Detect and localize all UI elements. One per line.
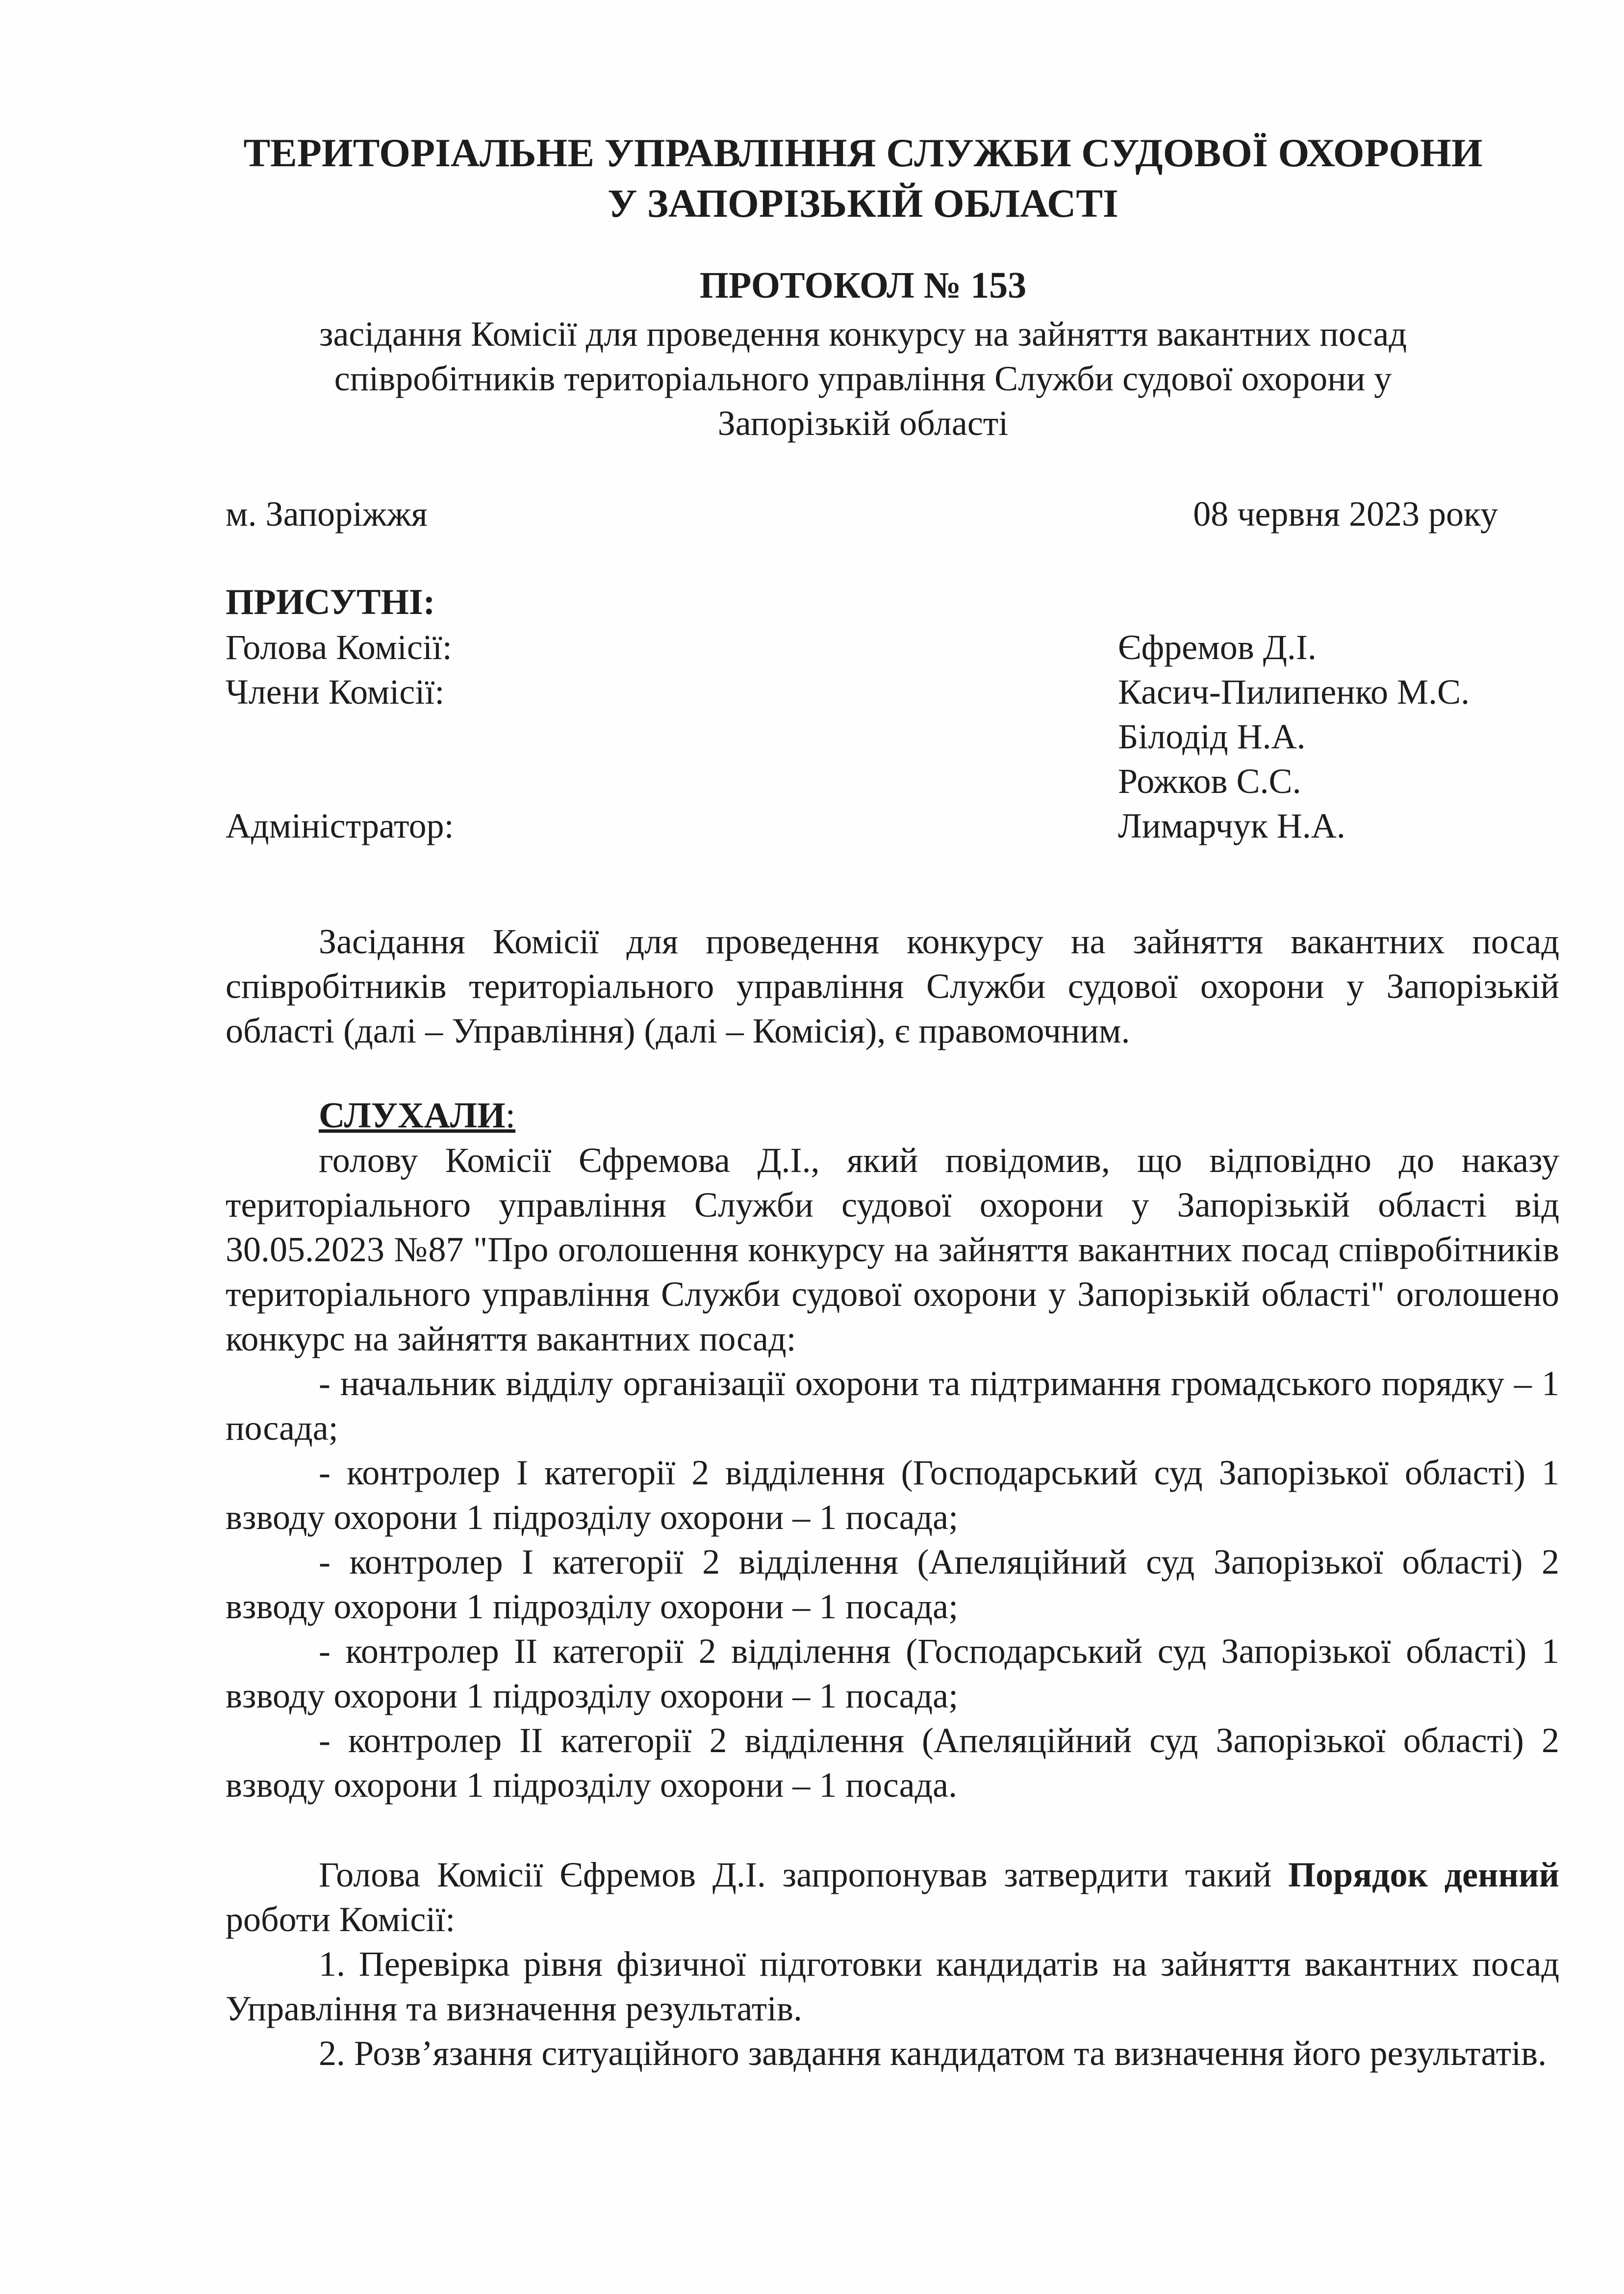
position-item: - контролер ІІ категорії 2 відділення (Господарський суд Запорізької області) 1 взводу охорони 1 підрозділу охорони – 1 посада; xyxy=(226,1631,1559,1715)
position-item: - контролер І категорії 2 відділення (Апеляційний суд Запорізької області) 2 взводу охорони 1 підрозділу охорони – 1 посада; xyxy=(226,1542,1559,1626)
agenda-intro xyxy=(226,1853,1559,1942)
org-line-2: У ЗАПОРІЗЬКІЙ ОБЛАСТІ xyxy=(608,181,1118,226)
heard-heading xyxy=(319,1094,515,1138)
present-role xyxy=(226,714,1118,759)
agenda-intro-pre: Голова Комісії Єфремов Д.І. запропонував затвердити такий xyxy=(319,1855,1289,1894)
agenda-intro-post: роботи Комісії: xyxy=(226,1900,456,1939)
position-item: - начальник відділу організації охорони та підтримання громадського порядку – 1 посада; xyxy=(226,1364,1559,1448)
date: 08 червня 2023 року xyxy=(1193,494,1498,534)
present-row xyxy=(226,625,1549,670)
present-name: Білодід Н.А. xyxy=(1118,717,1306,756)
present-heading: ПРИСУТНІ: xyxy=(226,582,435,622)
heard-block xyxy=(226,1138,1559,1808)
heard-paragraph: голову Комісії Єфремова Д.І., який повідомив, що відповідно до наказу територіального управління Служби судової охорони у Запорізькій області від 30.05.2023 №87 "Про оголошення конкурсу на зайняття вакантних посад співробітників територіального управління Служби судової охорони у Запорізькій області" оголошено конкурс на зайняття вакантних посад: xyxy=(226,1141,1559,1358)
protocol-subtitle-line-2: співробітників територіального управління Служби судової охорони у xyxy=(334,359,1392,398)
heard-heading-text: СЛУХАЛИ xyxy=(319,1096,506,1136)
present-name: Єфремов Д.І. xyxy=(1118,628,1317,667)
present-row xyxy=(226,759,1549,804)
agenda-block xyxy=(226,1853,1559,2076)
agenda-item: 1. Перевірка рівня фізичної підготовки кандидатів на зайняття вакантних посад Управління та визначення результатів. xyxy=(226,1944,1559,2028)
present-role: Члени Комісії: xyxy=(226,672,445,712)
agenda-intro-bold: Порядок денний xyxy=(1288,1855,1559,1894)
place-date-row xyxy=(226,492,1498,536)
present-row xyxy=(226,804,1549,848)
protocol-subtitle-line-1: засідання Комісії для проведення конкурсу на зайняття вакантних посад xyxy=(319,314,1407,354)
organization-title xyxy=(226,127,1500,229)
city: м. Запоріжжя xyxy=(226,494,428,534)
intro-paragraph-block xyxy=(226,919,1559,1053)
present-row xyxy=(226,670,1549,714)
position-item: - контролер ІІ категорії 2 відділення (Апеляційний суд Запорізької області) 2 взводу охорони 1 підрозділу охорони – 1 посада. xyxy=(226,1721,1559,1805)
present-row xyxy=(226,714,1549,759)
present-name: Касич-Пилипенко М.С. xyxy=(1118,672,1470,712)
present-role xyxy=(226,759,1118,804)
intro-paragraph: Засідання Комісії для проведення конкурсу на зайняття вакантних посад співробітників територіального управління Служби судової охорони у Запорізькій області (далі – Управління) (далі – Комісія), є правомочним. xyxy=(226,922,1559,1050)
agenda-item: 2. Розв’язання ситуаційного завдання кандидатом та визначення його результатів. xyxy=(319,2034,1547,2073)
present-role: Адміністратор: xyxy=(226,806,454,845)
present-name: Лимарчук Н.А. xyxy=(1118,806,1345,845)
protocol-title: ПРОТОКОЛ № 153 xyxy=(699,265,1027,306)
present-list xyxy=(226,625,1549,848)
position-item: - контролер І категорії 2 відділення (Господарський суд Запорізької області) 1 взводу охорони 1 підрозділу охорони – 1 посада; xyxy=(226,1453,1559,1537)
org-line-1: ТЕРИТОРІАЛЬНЕ УПРАВЛІННЯ СЛУЖБИ СУДОВОЇ ОХОРОНИ xyxy=(243,130,1483,175)
present-name: Рожков С.С. xyxy=(1118,762,1301,801)
protocol-subtitle-line-3: Запорізькій області xyxy=(717,404,1009,443)
heard-heading-colon: : xyxy=(505,1096,516,1136)
present-role: Голова Комісії: xyxy=(226,628,452,667)
protocol-subtitle xyxy=(275,312,1451,446)
